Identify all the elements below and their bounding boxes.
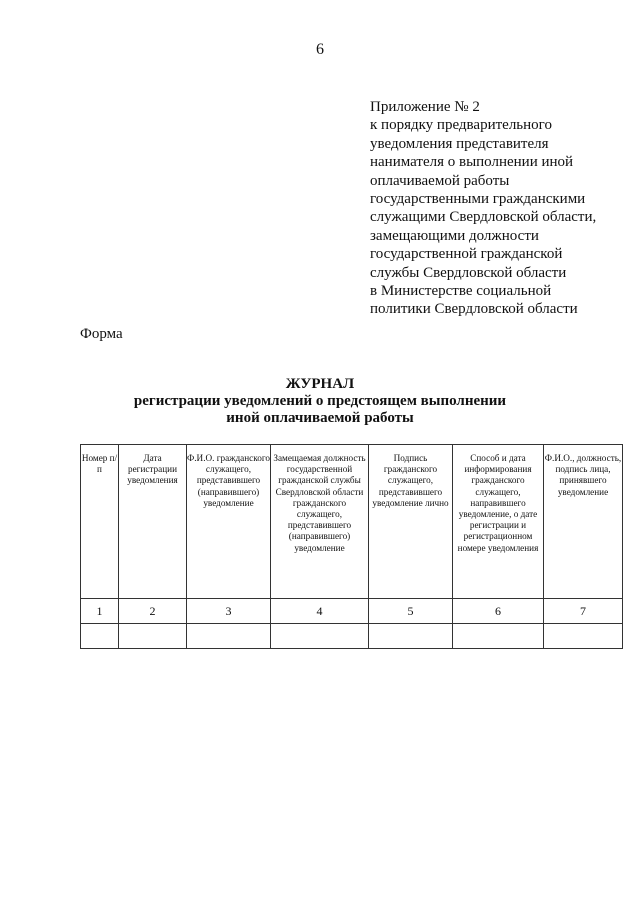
appendix-line: к порядку предварительного: [370, 117, 552, 134]
table-cell: [187, 624, 271, 649]
form-label: Форма: [80, 326, 123, 342]
appendix-line: государственными гражданскими: [370, 191, 586, 208]
appendix-line: уведомления представителя: [370, 135, 549, 152]
appendix-line: Приложение № 2: [370, 99, 480, 115]
column-header-employee-name: Ф.И.О. гражданского служащего, представившего (направившего) уведомление: [187, 445, 271, 599]
column-header-receiver: Ф.И.О., должность, подпись лица, принявшего уведомление: [544, 445, 623, 599]
appendix-line: службы Свердловской области: [370, 264, 567, 281]
appendix-line: нанимателя о выполнении иной: [370, 154, 574, 171]
column-number-cell: 6: [453, 599, 544, 624]
table-row: [81, 624, 623, 649]
table-cell: [81, 624, 119, 649]
table-cell: [453, 624, 544, 649]
table-cell: [119, 624, 187, 649]
appendix-block: [370, 98, 632, 319]
appendix-line: замещающими должности: [370, 227, 539, 244]
column-header-signature: Подпись гражданского служащего, представившего уведомление лично: [369, 445, 453, 599]
journal-title: ЖУРНАЛ: [285, 376, 355, 392]
table-cell: [544, 624, 623, 649]
column-header-position: Замещаемая должность государственной гражданской службы Свердловской области гражданского служащего, представившего (направившего) уведомление: [271, 445, 369, 599]
column-number-cell: 2: [119, 599, 187, 624]
column-header-registration-date: Дата регистрации уведомления: [119, 445, 187, 599]
table-cell: [369, 624, 453, 649]
table-numbering-row: [81, 599, 623, 624]
column-number-cell: 5: [369, 599, 453, 624]
appendix-line: служащими Свердловской области,: [370, 209, 597, 226]
column-header-number: Номер п/п: [81, 445, 119, 599]
journal-subtitle-line: иной оплачиваемой работы: [226, 410, 414, 426]
column-number-cell: 1: [81, 599, 119, 624]
table-header-row: [81, 445, 623, 599]
page-number: 6: [316, 41, 324, 58]
table-cell: [271, 624, 369, 649]
column-number-cell: 3: [187, 599, 271, 624]
journal-subtitle-line: регистрации уведомлений о предстоящем выполнении: [133, 393, 507, 409]
appendix-line: оплачиваемой работы: [370, 172, 510, 189]
journal-table: [80, 444, 623, 649]
journal-heading: [0, 376, 640, 427]
column-number-cell: 4: [271, 599, 369, 624]
appendix-line: государственной гражданской: [370, 246, 563, 263]
column-header-notification-method: Способ и дата информирования гражданского служащего, направившего уведомление, о дате регистрации и регистрационном номере уведомления: [453, 445, 544, 599]
appendix-line: в Министерстве социальной: [370, 283, 552, 300]
appendix-line: политики Свердловской области: [370, 301, 578, 318]
column-number-cell: 7: [544, 599, 623, 624]
